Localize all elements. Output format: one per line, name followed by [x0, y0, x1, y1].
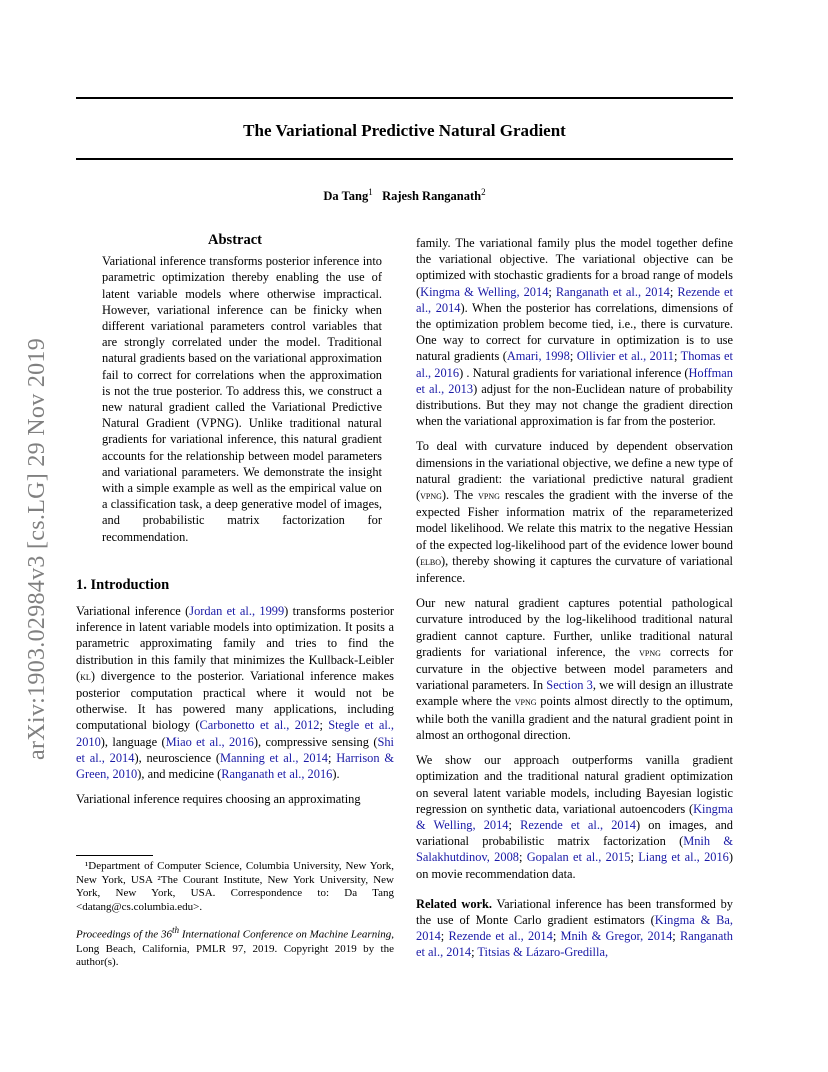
citation-link[interactable]: Ranganath et al., 2014 — [416, 929, 734, 960]
citation-link[interactable]: Kingma & Welling, 2014 — [416, 801, 733, 832]
footnote-rule — [76, 855, 153, 856]
citation-link[interactable]: Mnih & Gregor, 2014 — [560, 929, 673, 944]
paragraph: Our new natural gradient captures potential pathological curvature introduced by the log-likelihood traditional natural gradient cannot capture. Further, unlike traditional natural gradients for variational inference, the vpng corrects for curvature in the objective between model parameters and variational parameters. In Section 3, we will design an illustrate example where the vpng points almost directly to the optimum, while both the vanilla gradient and the natural gradient point in almost an orthogonal direction. — [416, 596, 734, 742]
citation-link[interactable]: Rezende et al., 2014 — [416, 284, 733, 315]
author-name: Rajesh Ranganath — [382, 189, 482, 204]
run-in-heading: Related work. — [416, 896, 493, 911]
paragraph: We show our approach outperforms vanilla gradient optimization and the traditional natural gradient optimization on several latent variable models, including Bayesian logistic regression on synthetic data, variational autoencoders (Kingma & Welling, 2014; Rezende et al., 2014) on images, and variational probabilistic matrix factorization (Mnih & Salakhutdinov, 2008; Gopalan et al., 2015; Liang et al., 2016) on movie recommendation data. — [416, 753, 733, 881]
right-column — [416, 235, 733, 970]
citation-link[interactable]: Ranganath et al., 2016 — [221, 767, 333, 782]
citation-link[interactable]: Manning et al., 2014 — [220, 750, 328, 765]
section-link[interactable]: Section 3 — [546, 678, 593, 693]
citation-link[interactable]: Liang et al., 2016 — [638, 850, 729, 865]
citation-link[interactable]: Ollivier et al., 2011 — [576, 349, 674, 364]
author-name: Da Tang — [323, 189, 369, 204]
paragraph: To deal with curvature induced by dependent observation dimensions in the variational objective, we define a new type of natural gradient: the variational predictive natural gradient (vpng). The vpng rescales the gradient with the inverse of the expected Fisher information matrix of the reparameterized model likelihood. We relate this matrix to the negative Hessian of the expected log-likelihood part of the evidence lower bound (elbo), thereby showing it captures the curvature of variational inference. — [416, 439, 733, 586]
citation-link[interactable]: Kingma & Ba, 2014 — [416, 912, 733, 944]
footnote-proceedings: Proceedings of the 36th International Conference on Machine Learning, Long Beach, California, PMLR 97, 2019. Copyright 2019 by the author(s). — [76, 925, 394, 969]
citation-link[interactable]: Stegle et al., 2010 — [76, 718, 394, 749]
citation-link[interactable]: Thomas et al., 2016 — [416, 349, 733, 380]
citation-link[interactable]: Amari, 1998 — [506, 349, 570, 364]
top-rule — [76, 97, 733, 99]
citation-link[interactable]: Kingma & Welling, 2014 — [420, 284, 549, 299]
abstract-text: Variational inference transforms posterior inference into parametric optimization thereby enabling the use of latent variable models where otherwise impractical. However, variational inference can be finicky when different variational parameters control variables that are strongly correlated under the model. Traditional natural gradients based on the variational approximation fail to correct for correlations when the approximation is not the true posterior. To address this, we construct a new natural gradient called the Variational Predictive Natural Gradient (VPNG). Unlike traditional natural gradients for variational inference, this natural gradient accounts for the relationship between model parameters and variational parameters. We demonstrate the insight with a simple example as well as the empirical value on a classification task, a deep generative model of images, and probabilistic matrix factorization for recommendation. — [102, 254, 382, 544]
citation-link[interactable]: Hoffman et al., 2013 — [416, 365, 733, 396]
section-heading-introduction: 1. Introduction — [76, 576, 170, 593]
citation-link[interactable]: Miao et al., 2016 — [165, 734, 254, 749]
paragraph: family. The variational family plus the model together define the variational objective. The variational objective can be optimized with stochastic gradients for a broad range of models (Kingma & Welling, 2014; Ranganath et al., 2014; Rezende et al., 2014). When the posterior has correlations, dimensions of the optimization problem become tied, i.e., there is curvature. One way to correct for curvature in optimization is to use natural gradients (Amari, 1998; Ollivier et al., 2011; Thomas et al., 2016) . Natural gradients for variational inference (Hoffman et al., 2013) adjust for the non-Euclidean nature of probability distributions. But they may not change the gradient direction when the variational approximation is far from the posterior. — [416, 236, 733, 429]
footnotes — [76, 855, 394, 970]
citation-link[interactable]: Harrison & Green, 2010 — [76, 750, 394, 782]
citation-link[interactable]: Ranganath et al., 2014 — [555, 284, 670, 299]
paragraph: Variational inference (Jordan et al., 1999) transforms posterior inference in latent variable models into optimization. It posits a parametric approximating family and tries to find the distribution in this family that minimizes the Kullback-Leibler (kl) divergence to the posterior. Variational inference makes posterior computation practical where it would not be otherwise. It has powered many applications, including computational biology (Carbonetto et al., 2012; Stegle et al., 2010), language (Miao et al., 2016), compressive sensing (Shi et al., 2014), neuroscience (Manning et al., 2014; Harrison & Green, 2010), and medicine (Ranganath et al., 2016). — [76, 604, 395, 782]
paragraph: Related work. Variational inference has been transformed by the use of Monte Carlo gradient estimators (Kingma & Ba, 2014; Rezende et al., 2014; Mnih & Gregor, 2014; Ranganath et al., 2014; Titsias & Lázaro-Gredilla, — [416, 896, 734, 960]
citation-link[interactable]: Titsias & Lázaro-Gredilla, — [477, 945, 609, 960]
footnote-affiliations: ¹Department of Computer Science, Columbia University, New York, New York, USA ²The Courant Institute, New York University, New York, New York, USA. Correspondence to: Da Tang <datang@cs.columbia.edu>. — [76, 860, 394, 913]
citation-link[interactable]: Rezende et al., 2014 — [520, 817, 636, 832]
title-bottom-rule — [76, 158, 733, 160]
citation-link[interactable]: Shi et al., 2014 — [76, 734, 394, 765]
paper-title: The Variational Predictive Natural Gradient — [243, 121, 566, 140]
abstract-heading: Abstract — [208, 232, 262, 248]
affiliation-mark: 1 — [368, 187, 373, 197]
citation-link[interactable]: Gopalan et al., 2015 — [526, 850, 631, 865]
left-column — [76, 232, 394, 817]
paragraph: Variational inference requires choosing an approximating — [76, 792, 361, 807]
affiliation-mark: 2 — [481, 187, 486, 197]
citation-link[interactable]: Mnih & Salakhutdinov, 2008 — [416, 834, 733, 865]
arxiv-stamp: arXiv:1903.02984v3 [cs.LG] 29 Nov 2019 — [24, 337, 50, 760]
author-list — [76, 187, 733, 204]
citation-link[interactable]: Jordan et al., 1999 — [189, 604, 285, 619]
citation-link[interactable]: Carbonetto et al., 2012 — [199, 718, 320, 733]
citation-link[interactable]: Rezende et al., 2014 — [448, 929, 553, 944]
